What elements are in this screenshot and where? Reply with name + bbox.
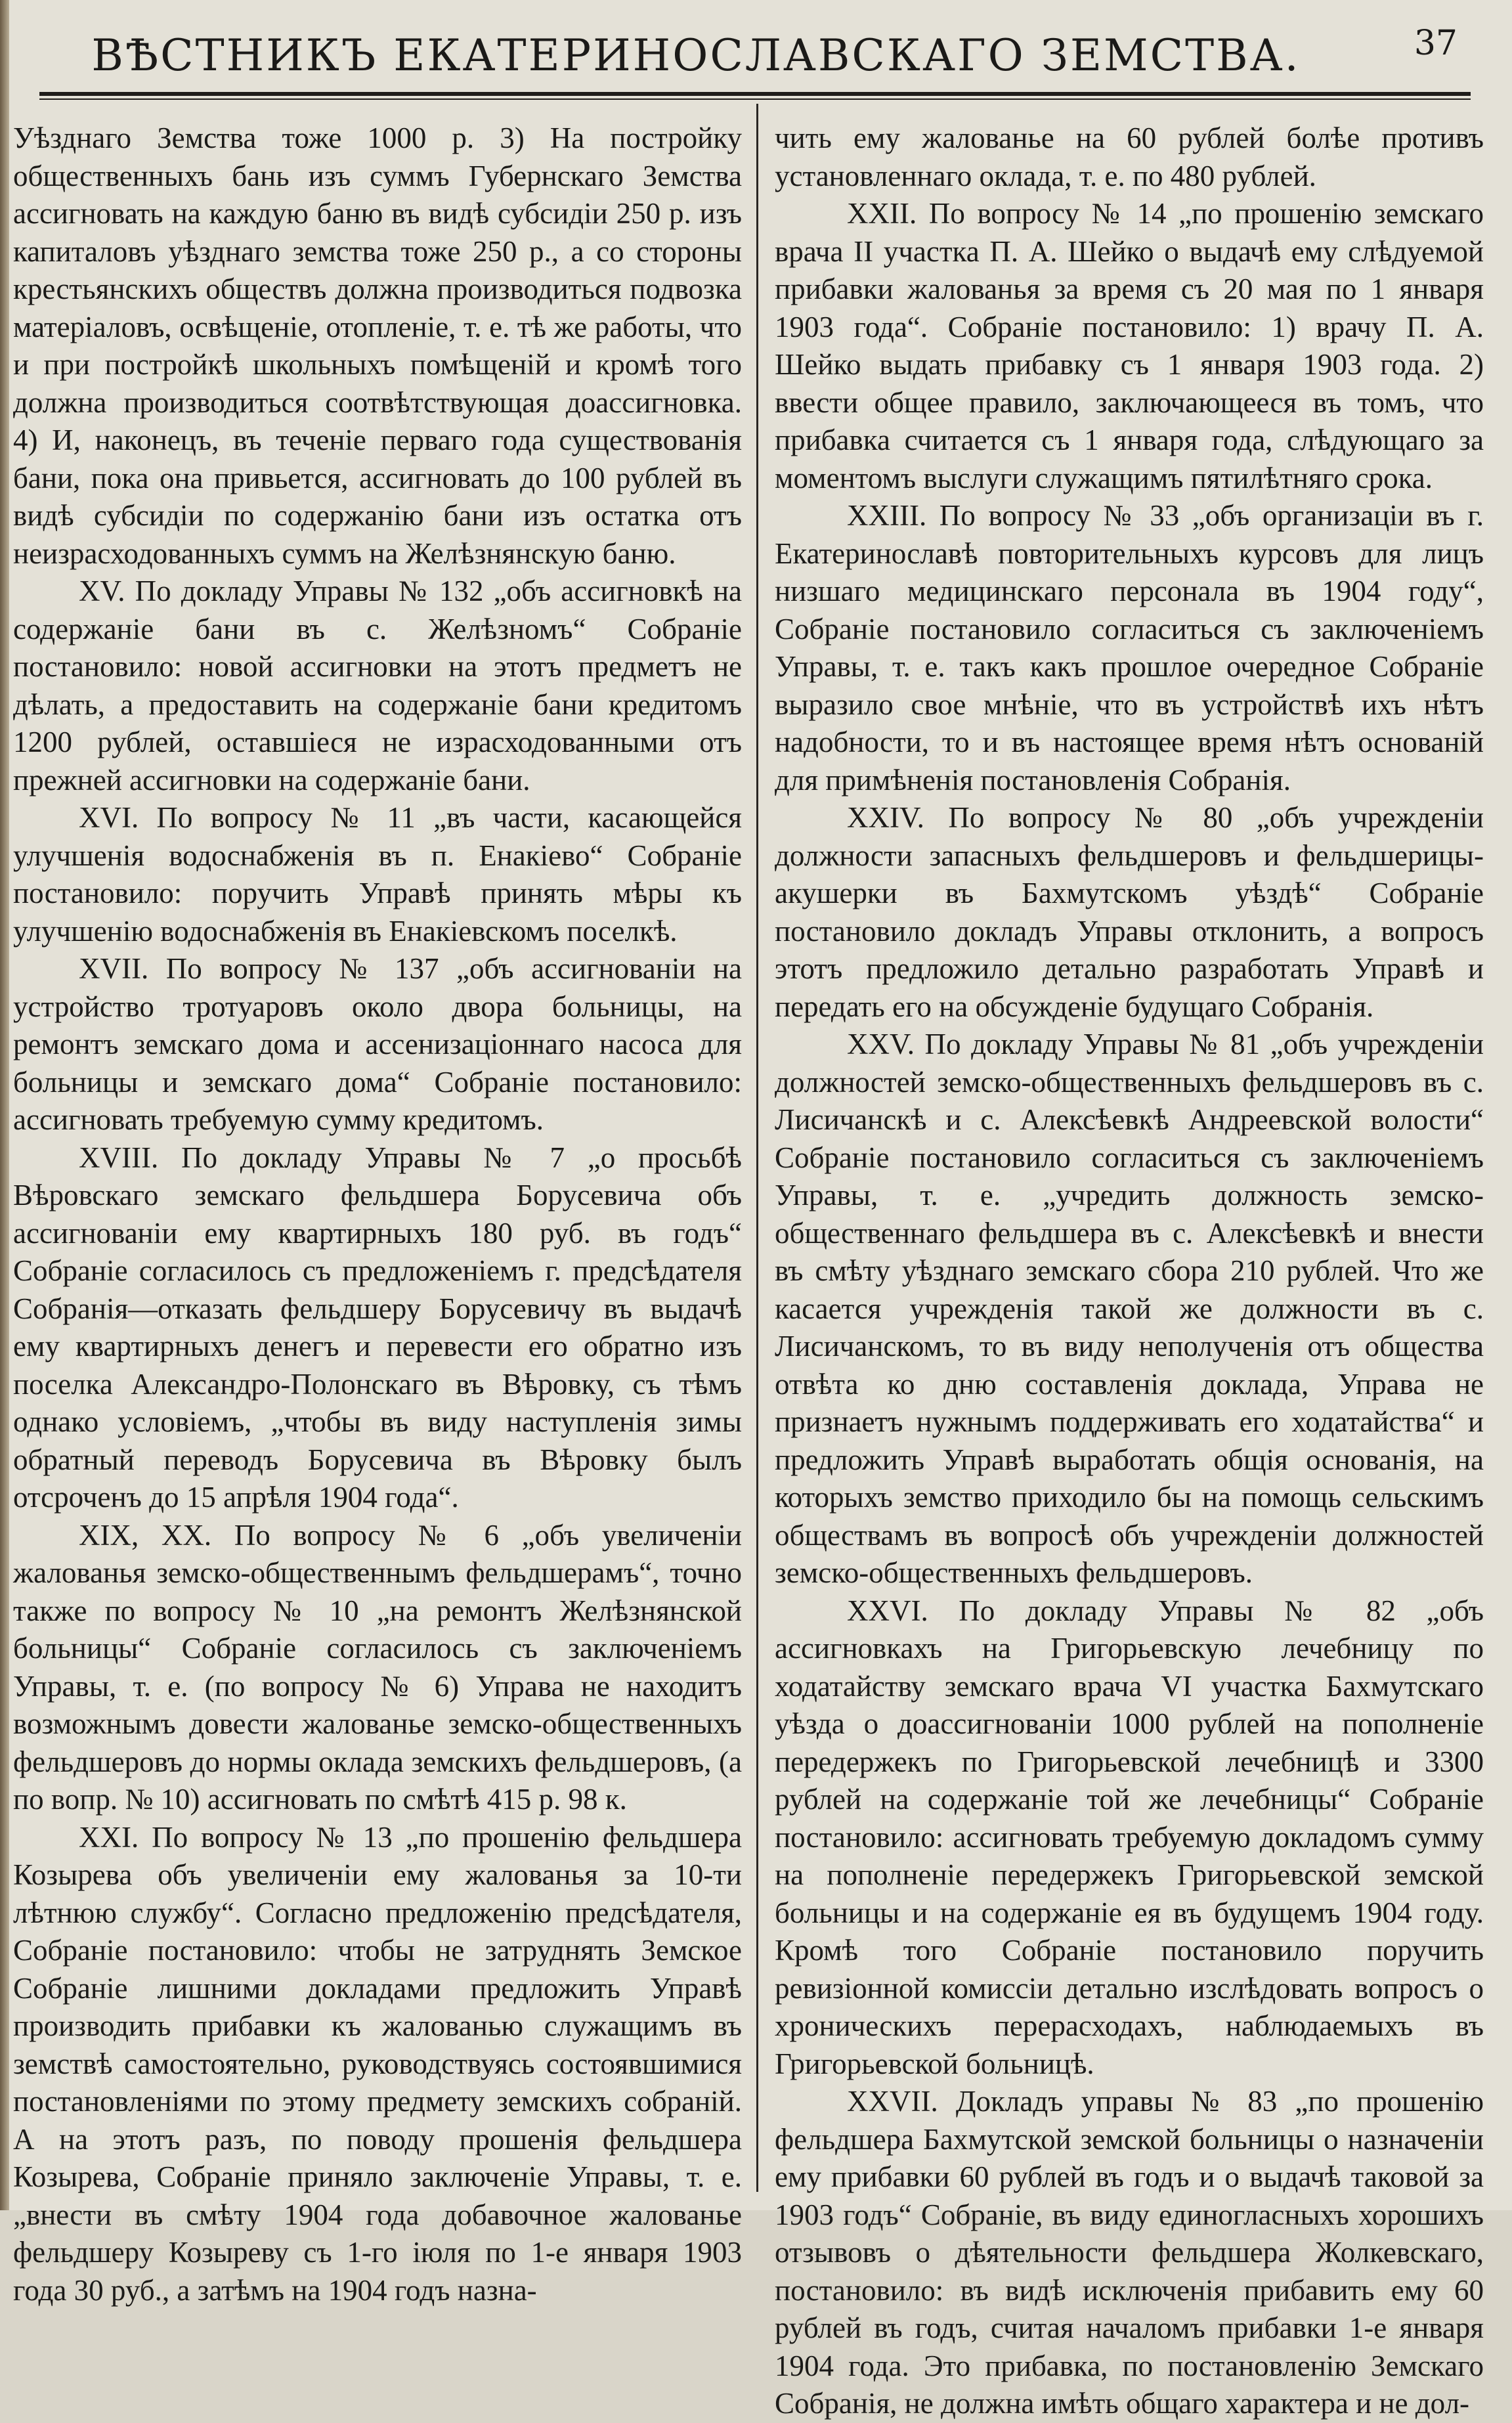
paragraph-continuation: Уѣзднаго Земства тоже 1000 р. 3) На постройку общественныхъ бань изъ суммъ Губернскаго Земства ассигновать на каждую баню въ видѣ субсидіи 250 р. изъ капиталовъ уѣзднаго земства тоже 250 р., а со стороны крестьянскихъ обществъ должна производиться подвозка матеріаловъ, освѣщеніе, отопленіе, т. е. тѣ же работы, что и при постройкѣ школьныхъ помѣщеній и кромѣ того должна производиться соотвѣтствующая доассигновка. 4) И, наконецъ, въ теченіе перваго года существованія бани, пока она привьется, ассигновать до 100 рублей въ видѣ субсидіи по содержанію бани изъ остатка отъ неизрасходованныхъ суммъ на Желѣзнянскую баню.	[13, 121, 742, 570]
paragraph-xix-xx: XIX, XX. По вопросу № 6 „объ увеличеніи жалованья земско-общественнымъ фельдшерамъ“, точно также по вопросу № 10 „на ремонтъ Желѣзнянской больницы“ Собраніе согласилось съ заключеніемъ Управы, т. е. (по вопросу № 6) Управа не находитъ возможнымъ довести жалованье земско-общественныхъ фельдшеровъ до нормы оклада земскихъ фельдшеровъ, (а по вопр. № 10) ассигновать по смѣтѣ 415 р. 98 к.	[13, 1518, 742, 1816]
paragraph-xv: XV. По докладу Управы № 132 „объ ассигновкѣ на содержаніе бани въ с. Желѣзномъ“ Собраніе постановило: новой ассигновки на этотъ предметъ не дѣлать, а предоставить на содержаніе бани кредитомъ 1200 рублей, оставшіеся не израсходованными отъ прежней ассигновки на содержаніе бани.	[13, 575, 742, 797]
paragraph-xxii: XXII. По вопросу № 14 „по прошенію земскаго врача II участка П. А. Шейко о выдачѣ ему слѣдуемой прибавки жалованья за время съ 20 мая по 1 января 1903 года“. Собраніе постановило: 1) врачу П. А. Шейко выдать прибавку съ 1 января 1903 года. 2) ввести общее правило, заключающееся въ томъ, что прибавка считается съ 1 января года, слѣдующаго за моментомъ выслуги служащимъ пятилѣтняго срока.	[775, 197, 1484, 494]
column-divider	[756, 104, 758, 2192]
paragraph-continuation: чить ему жалованье на 60 рублей болѣе противъ установленнаго оклада, т. е. по 480 рублей.	[775, 121, 1484, 192]
page-header	[39, 18, 1471, 91]
right-column	[775, 120, 1484, 2420]
paragraph-xxi: XXI. По вопросу № 13 „по прошенію фельдшера Козырева объ увеличеніи ему жалованья за 10-ти лѣтнюю службу“. Согласно предложенію предсѣдателя, Собраніе постановило: чтобы не затруднять Земское Собраніе лишними докладами предложить Управѣ производить прибавки къ жалованью служащимъ въ земствѣ самостоятельно, руководствуясь состоявшимися постановленіями по этому предмету земскихъ собраній. А на этотъ разъ, по поводу прошенія фельдшера Козырева, Собраніе приняло заключеніе Управы, т. е. „внести въ смѣту 1904 года добавочное жалованье фельдшеру Козыреву съ 1-го іюля по 1-е января 1903 года 30 руб., а затѣмъ на 1904 годъ назна-	[13, 1820, 742, 2307]
left-column	[13, 120, 742, 2307]
paragraph-xxvii: XXVII. Докладъ управы № 83 „по прошенію фельдшера Бахмутской земской больницы о назначеніи ему прибавки 60 рублей въ годъ и о выдачѣ таковой за 1903 годъ“ Собраніе, въ виду единогласныхъ хорошихъ отзывовъ о дѣятельности фельдшера Жолкевскаго, постановило: въ видѣ исключенія прибавить ему 60 рублей въ годъ, считая началомъ прибавки 1-е января 1904 года. Это прибавка, по постановленію Земскаго Собранія, не должна имѣть общаго характера и не дол-	[775, 2085, 1484, 2420]
paragraph-xxiii: XXIII. По вопросу № 33 „объ организаціи въ г. Екатеринославѣ повторительныхъ курсовъ для лицъ низшаго медицинскаго персонала въ 1904 году“, Собраніе постановило согласиться съ заключеніемъ Управы, т. е. такъ какъ прошлое очередное Собраніе выразило свое мнѣніе, что въ устройствѣ ихъ нѣтъ надобности, то и въ настоящее время нѣтъ основаній для примѣненія постановленія Собранія.	[775, 499, 1484, 797]
paragraph-xviii: XVIII. По докладу Управы № 7 „о просьбѣ Вѣровскаго земскаго фельдшера Борусевича объ ассигнованіи ему квартирныхъ 180 руб. въ годъ“ Собраніе согласилось съ предложеніемъ г. предсѣдателя Собранія—отказать фельдшеру Борусевичу въ выдачѣ ему квартирныхъ денегъ и перевести его обратно изъ поселка Александро-Полонскаго въ Вѣровку, съ тѣмъ однако условіемъ, „чтобы въ виду наступленія зимы обратный переводъ Борусевича въ Вѣровку былъ отсроченъ до 15 апрѣля 1904 года“.	[13, 1141, 742, 1514]
header-rule-thick	[39, 92, 1471, 96]
page-number: 37	[1414, 24, 1458, 63]
paragraph-xxv: XXV. По докладу Управы № 81 „объ учрежденіи должностей земско-общественныхъ фельдшеровъ въ с. Лисичанскѣ и с. Алексѣевкѣ Андреевской волости“ Собраніе постановило согласиться съ заключеніемъ Управы, т. е. „учредить должность земско-общественнаго фельдшера въ с. Алексѣевкѣ и внести въ смѣту уѣзднаго земскаго сбора 210 рублей. Что же касается учрежденія такой же должности въ с. Лисичанскомъ, то въ виду неполученія отъ общества отвѣта ко дню составленія доклада, Управа не признаетъ нужнымъ поддерживать его ходатайства“ и предложить Управѣ выработать общія основанія, на которыхъ земство приходило бы на помощь сельскимъ обществамъ въ вопросѣ объ учрежденіи должностей земско-общественныхъ фельдшеровъ.	[775, 1028, 1484, 1589]
paragraph-xvii: XVII. По вопросу № 137 „объ ассигнованіи на устройство тротуаровъ около двора больницы, на ремонтъ земскаго дома и ассенизаціоннаго насоса для больницы и земскаго дома“ Собраніе постановило: ассигновать требуемую сумму кредитомъ.	[13, 952, 742, 1136]
page-binding-edge	[0, 0, 9, 2210]
paragraph-xvi: XVI. По вопросу № 11 „въ части, касающейся улучшенія водоснабженія въ п. Енакіево“ Собраніе постановило: поручить Управѣ принять мѣры къ улучшенію водоснабженія въ Енакіевскомъ поселкѣ.	[13, 801, 742, 948]
journal-title: ВѢСТНИКЪ ЕКАТЕРИНОСЛАВСКАГО ЗЕМСТВА.	[91, 30, 1301, 81]
paragraph-xxiv: XXIV. По вопросу № 80 „объ учрежденіи должности запасныхъ фельдшеровъ и фельдшерицы-акушерки въ Бахмутскомъ уѣздѣ“ Собраніе постановило докладъ Управы отклонить, а вопросъ этотъ предложило детально разработать Управѣ и передать его на обсужденіе будущаго Собранія.	[775, 801, 1484, 1023]
paragraph-xxvi: XXVI. По докладу Управы № 82 „объ ассигновкахъ на Григорьевскую лечебницу по ходатайству земскаго врача VI участка Бахмутскаго уѣзда о доассигнованіи 1000 рублей на пополненіе передержекъ по Григорьевской лечебницѣ и 3300 рублей на содержаніе той же лечебницы“ Собраніе постановило: ассигновать требуемую докладомъ сумму на пополненіе передержекъ Григорьевской земской больницы и на содержаніе ея въ будущемъ 1904 году. Кромѣ того Собраніе постановило поручить ревизіонной комиссіи детально изслѣдовать вопросъ о хроническихъ перерасходахъ, наблюдаемыхъ въ Григорьевской больницѣ.	[775, 1594, 1484, 2080]
header-rule-thin	[39, 98, 1471, 100]
